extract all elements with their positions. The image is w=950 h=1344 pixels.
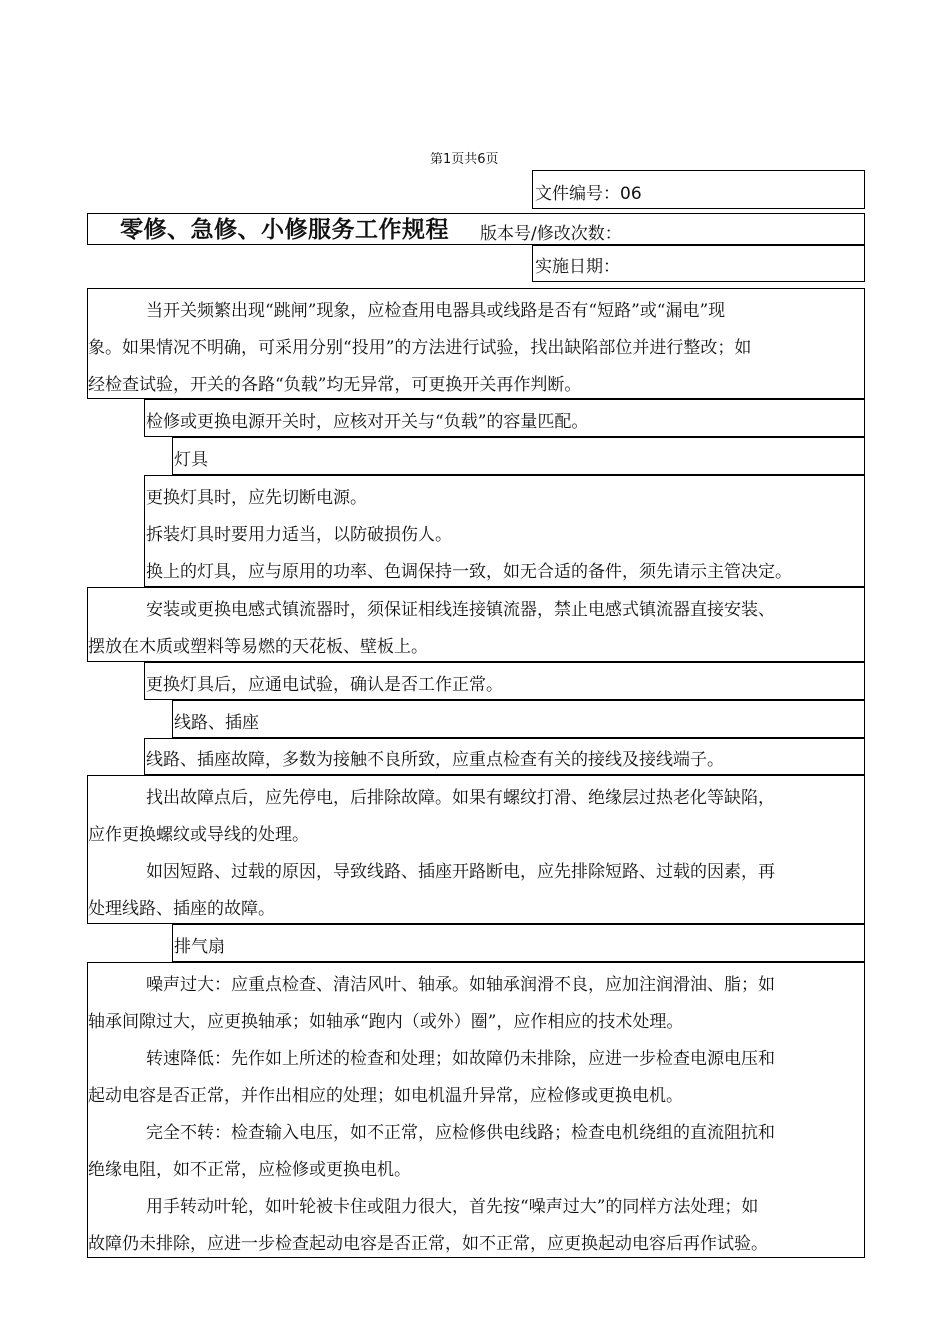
doc-title: 零修、急修、小修服务工作规程 [120,217,449,243]
text-line: 摆放在木质或塑料等易燃的天花板、壁板上。 [88,637,428,657]
text-line: 安装或更换电感式镇流器时，须保证相线连接镇流器，禁止电感式镇流器直接安装、 [146,600,775,620]
text-line: 线路、插座故障，多数为接触不良所致，应重点检查有关的接线及接线端子。 [146,750,724,770]
page-indicator: 第1页共6页 [430,152,499,167]
text-line: 更换灯具时，应先切断电源。 [146,488,367,508]
text-line: 应作更换螺纹或导线的处理。 [88,825,309,845]
text-line: 拆装灯具时要用力适当，以防破损伤人。 [146,525,452,545]
text-line: 如因短路、过载的原因，导致线路、插座开路断电，应先排除短路、过载的因素，再 [146,862,775,882]
text-line: 起动电容是否正常，并作出相应的处理；如电机温升异常，应检修或更换电机。 [88,1086,683,1106]
section-line-box [172,700,865,738]
section-heading-fan: 排气扇 [174,937,225,957]
section-heading-line: 线路、插座 [174,713,259,733]
text-line: 噪声过大：应重点检查、清洁风叶、轴承。如轴承润滑不良，应加注润滑油、脂；如 [146,975,775,995]
text-line: 完全不转：检查输入电压，如不正常，应检修供电线路；检查电机绕组的直流阻抗和 [146,1123,775,1143]
text-line: 当开关频繁出现“跳闸”现象，应检查用电器具或线路是否有“短路”或“漏电”现 [146,301,726,321]
text-line: 经检查试验，开关的各路“负载”均无异常，可更换开关再作判断。 [88,375,582,395]
text-line: 换上的灯具，应与原用的功率、色调保持一致，如无合适的备件，须先请示主管决定。 [146,562,792,582]
text-line: 转速降低：先作如上所述的检查和处理；如故障仍未排除，应进一步检查电源电压和 [146,1049,775,1069]
effective-date-label: 实施日期： [535,257,620,277]
text-line: 更换灯具后，应通电试验，确认是否工作正常。 [146,675,503,695]
doc-number: 文件编号：06 [535,184,642,204]
version-label: 版本号/修改次数： [480,224,622,244]
text-line: 轴承间隙过大，应更换轴承；如轴承“跑内（或外）圈”，应作相应的技术处理。 [88,1012,684,1032]
text-line: 检修或更换电源开关时，应核对开关与“负载”的容量匹配。 [146,412,589,432]
text-line: 找出故障点后，应先停电，后排除故障。如果有螺纹打滑、绝缘层过热老化等缺陷， [146,788,775,808]
section-heading-lamp: 灯具 [174,450,208,470]
section-lamp-box [172,437,865,475]
text-line: 处理线路、插座的故障。 [88,899,275,919]
text-line: 绝缘电阻，如不正常，应检修或更换电机。 [88,1160,411,1180]
text-line: 象。如果情况不明确，可采用分别“投用”的方法进行试验，找出缺陷部位并进行整改；如 [88,338,752,358]
text-line: 用手转动叶轮，如叶轮被卡住或阻力很大，首先按“噪声过大”的同样方法处理；如 [146,1197,759,1217]
section-fan-box [172,924,865,962]
text-line: 故障仍未排除，应进一步检查起动电容是否正常，如不正常，应更换起动电容后再作试验。 [88,1234,768,1254]
